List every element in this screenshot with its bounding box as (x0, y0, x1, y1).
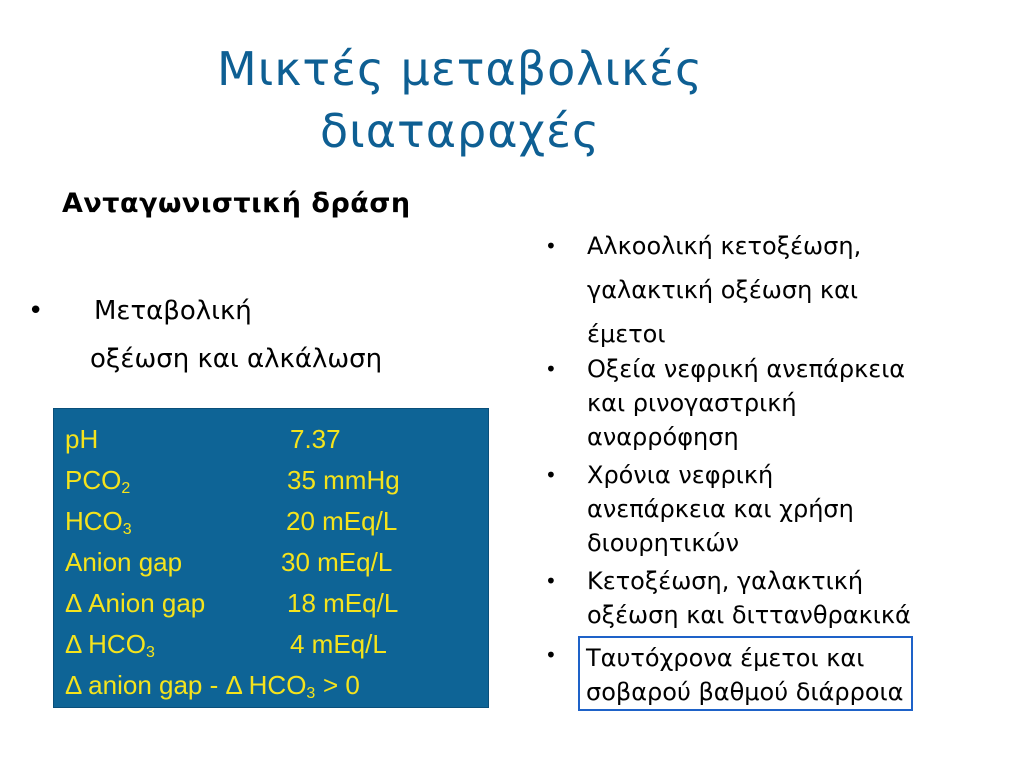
title-line-2: διαταραχές (319, 104, 600, 158)
left-bullet-line-1: Μεταβολική (94, 296, 252, 326)
lab-row (65, 624, 485, 664)
lab-label (65, 460, 130, 500)
list-item-text (578, 636, 913, 711)
lab-label-subscript: 3 (306, 685, 316, 702)
bullet-dot: • (545, 643, 557, 667)
lab-values-box (53, 408, 489, 708)
list-item-text (587, 224, 861, 356)
list-item-line: οξέωση και διττανθρακικά (587, 601, 911, 629)
lab-value: 7.37 (290, 424, 341, 454)
list-item-line: και ρινογαστρική (587, 389, 797, 417)
lab-label-text: Δ Anion gap (65, 588, 206, 618)
lab-row (65, 419, 485, 459)
lab-label-subscript: 2 (121, 480, 131, 497)
lab-label-text: pH (65, 424, 99, 454)
lab-label-text: Δ HCO (65, 629, 146, 659)
lab-value: 4 mEq/L (290, 629, 387, 659)
left-bullet-line-2: οξέωση και αλκάλωση (90, 344, 383, 374)
bullet-dot: • (545, 234, 557, 258)
list-item-line: Ταυτόχρονα έμετοι και (586, 644, 865, 672)
list-item-text (587, 564, 911, 632)
lab-row (65, 583, 485, 623)
list-item-line: γαλακτική οξέωση και (587, 276, 859, 304)
slide-title (150, 38, 770, 162)
lab-label (65, 665, 315, 705)
list-item-text (587, 352, 905, 454)
lab-value: > 0 (323, 670, 360, 700)
list-item-line: έμετοι (587, 320, 666, 348)
lab-label-subscript: 3 (145, 644, 155, 661)
lab-value: 20 mEq/L (286, 506, 398, 536)
bullet-dot: • (545, 463, 557, 487)
lab-row (65, 665, 485, 705)
lab-label-subscript: 3 (122, 521, 132, 538)
lab-label-text: HCO (65, 506, 123, 536)
lab-value: 30 mEq/L (281, 547, 393, 577)
lab-label-text: PCO (65, 465, 122, 495)
lab-label-text: Δ anion gap - Δ HCO (65, 670, 307, 700)
bullet-dot: • (28, 296, 44, 326)
lab-label (65, 501, 132, 541)
lab-row (65, 542, 485, 582)
lab-label (65, 419, 98, 459)
list-item-line: Αλκοολική κετοξέωση, (587, 232, 862, 260)
bullet-dot: • (545, 569, 557, 593)
lab-label (65, 583, 205, 623)
bullet-dot: • (545, 357, 557, 381)
list-item-line: διουρητικών (587, 529, 740, 557)
lab-label (65, 624, 155, 664)
subtitle: Ανταγωνιστική δράση (62, 188, 411, 219)
list-item-line: ανεπάρκεια και χρήση (587, 495, 854, 523)
list-item-line: Οξεία νεφρική ανεπάρκεια (587, 355, 906, 383)
lab-row (65, 501, 485, 541)
lab-label (65, 542, 182, 582)
lab-row (65, 460, 485, 500)
list-item-line: Χρόνια νεφρική (587, 461, 774, 489)
lab-value: 18 mEq/L (287, 588, 399, 618)
title-line-1: Μικτές μεταβολικές (217, 42, 703, 96)
list-item-line: Κετοξέωση, γαλακτική (587, 567, 864, 595)
list-item-line: σοβαρού βαθμού διάρροια (586, 678, 904, 706)
lab-label-text: Anion gap (65, 547, 183, 577)
list-item-line: αναρρόφηση (587, 423, 739, 451)
list-item-text (587, 458, 854, 560)
lab-value: 35 mmHg (287, 465, 400, 495)
